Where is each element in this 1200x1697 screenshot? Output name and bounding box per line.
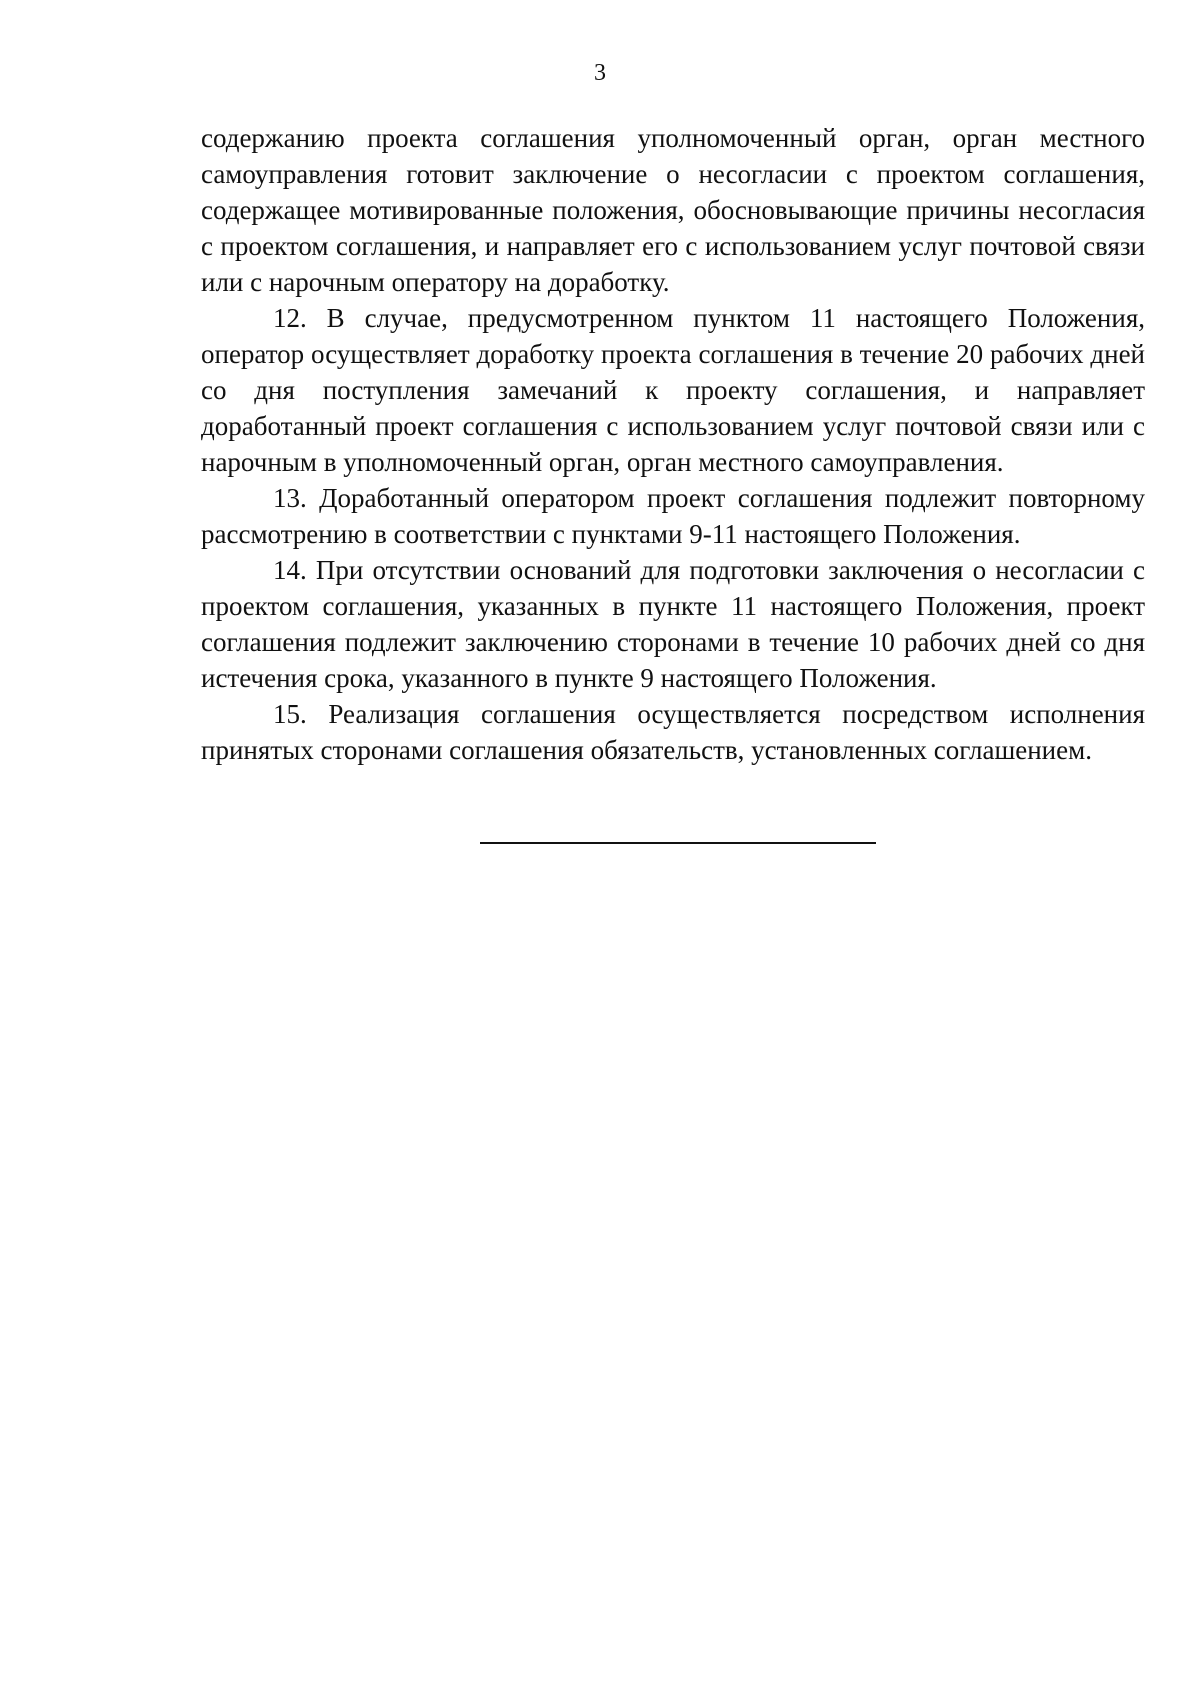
- paragraph-item-15: 15. Реализация соглашения осуществляется посредством исполнения принятых сторонами соглашения обязательств, установленных соглашением.: [201, 699, 1145, 765]
- paragraph-item-13: 13. Доработанный оператором проект соглашения подлежит повторному рассмотрению в соответствии с пунктами 9-11 настоящего Положения.: [201, 483, 1145, 549]
- paragraph-item-12: 12. В случае, предусмотренном пунктом 11 настоящего Положения, оператор осуществляет доработку проекта соглашения в течение 20 рабочих дней со дня поступления замечаний к проекту соглашения, и направляет доработанный проект соглашения с использованием услуг почтовой связи или с нарочным в уполномоченный орган, орган местного самоуправления.: [201, 303, 1145, 477]
- paragraph-continuation: содержанию проекта соглашения уполномоченный орган, орган местного самоуправления готовит заключение о несогласии с проектом соглашения, содержащее мотивированные положения, обосновывающие причины несогласия с проектом соглашения, и направляет его с использованием услуг почтовой связи или с нарочным оператору на доработку.: [201, 123, 1145, 297]
- page-number: 3: [594, 60, 606, 86]
- document-body: [201, 120, 1145, 768]
- paragraph-item-14: 14. При отсутствии оснований для подготовки заключения о несогласии с проектом соглашения, указанных в пункте 11 настоящего Положения, проект соглашения подлежит заключению сторонами в течение 10 рабочих дней со дня истечения срока, указанного в пункте 9 настоящего Положения.: [201, 555, 1145, 693]
- closing-separator-line: [480, 842, 876, 844]
